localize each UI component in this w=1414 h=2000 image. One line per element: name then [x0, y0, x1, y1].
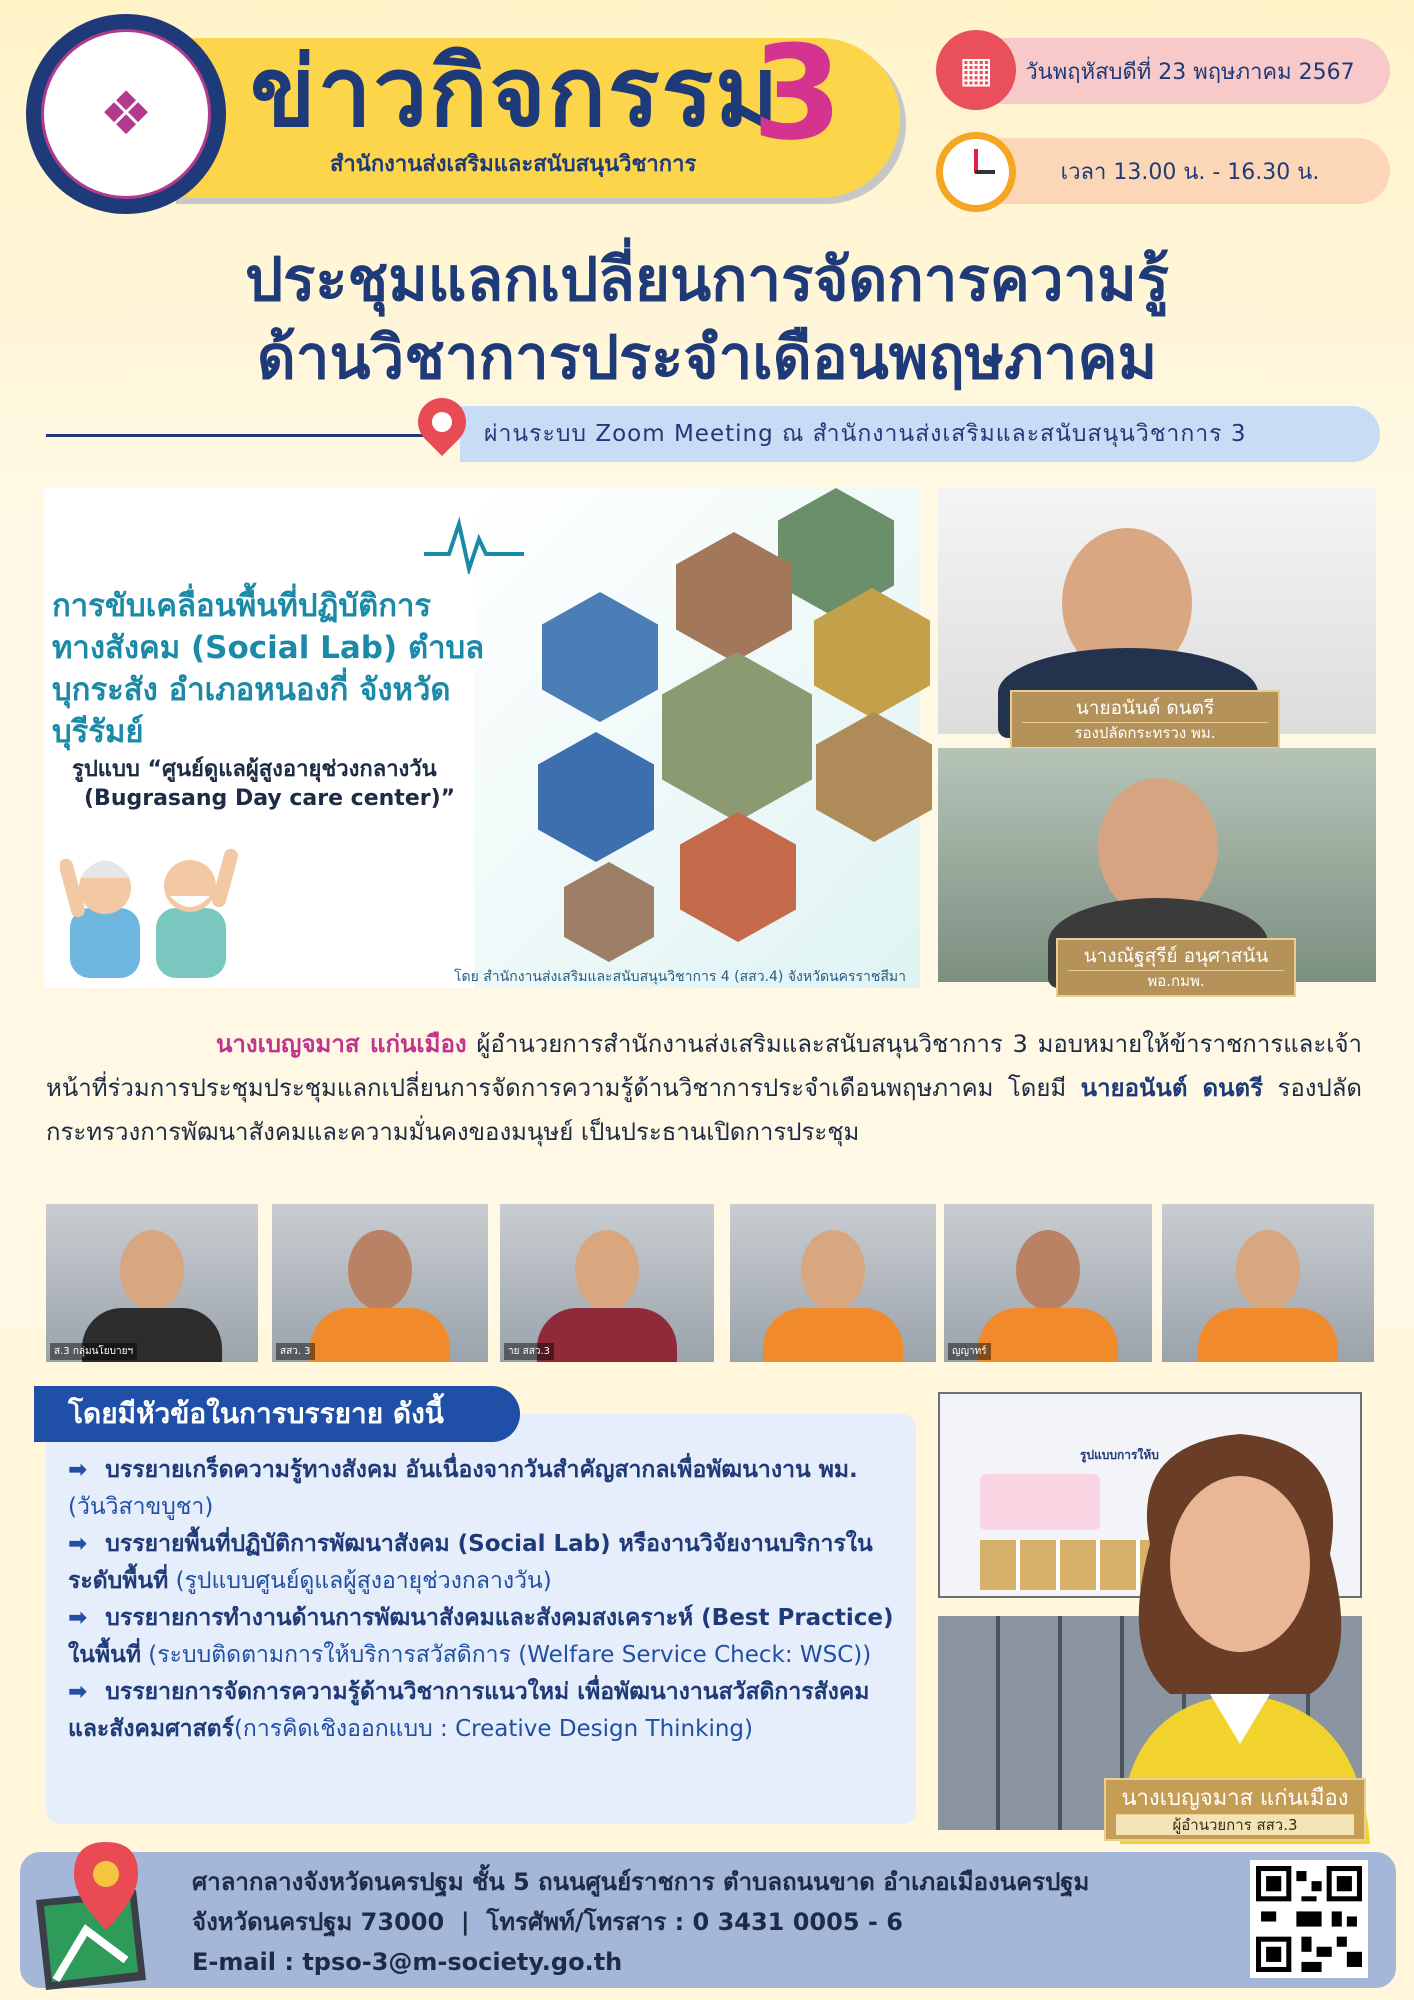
participant-thumbnail — [1162, 1204, 1374, 1362]
participant-thumbnail — [500, 1204, 714, 1362]
location-bar: ผ่านระบบ Zoom Meeting ณ สำนักงานส่งเสริมและสนับสนุนวิชาการ 3 — [460, 406, 1380, 462]
paragraph-part-1: ผู้อำนวยการสำนักงานส่งเสริมและสนับสนุนวิชาการ 3 มอบหมายให้ข้าราชการและเจ้าหน้าที่ร่วมการประชุมประชุมแลกเปลี่ยนการจัดการความรู้ด้านวิชาการประจำเดือนพฤษภาคม โดยมี — [46, 1030, 1362, 1102]
nameplate-director — [1104, 1778, 1366, 1841]
thumbnail-caption: าย สสว.3 — [504, 1343, 554, 1360]
director-name: นางเบญจมาส แก่นเมือง — [216, 1030, 467, 1058]
thumbnail-caption: ส.3 กลุ่มนโยบายฯ — [50, 1343, 137, 1360]
thumbnail-caption: สสว. 3 — [276, 1343, 315, 1360]
headline-line-2: ด้านวิชาการประจำเดือนพฤษภาคม — [256, 323, 1158, 393]
ministry-seal — [26, 14, 226, 214]
topics-heading: โดยมีหัวข้อในการบรรยาย ดังนี้ — [34, 1386, 520, 1442]
list-item: ➡ บรรยายการทำงานด้านการพัฒนาสังคมและสังคมสงเคราะห์ (Best Practice) ในพื้นที่ (ระบบติดตามการให้บริการสวัสดิการ (Welfare Service Check: WSC)) — [68, 1605, 894, 1668]
director-plate-name: นางเบญจมาส แก่นเมือง — [1121, 1786, 1349, 1811]
headline-line-1: ประชุมแลกเปลี่ยนการจัดการความรู้ — [244, 245, 1170, 315]
calendar-icon: ▦ — [936, 30, 1016, 110]
nameplate-chairman — [1010, 690, 1280, 749]
participant-thumbnail — [944, 1204, 1152, 1362]
social-lab-title: การขับเคลื่อนพื้นที่ปฏิบัติการ ทางสังคม (Social Lab) ตำบลบุกระสัง อำเภอหนองกี่ จังหวัดบุรีรัมย์ — [52, 588, 485, 750]
location-divider — [46, 434, 446, 437]
topics-list — [68, 1452, 898, 1748]
news-number: 3 — [752, 17, 843, 169]
thumbnail-caption: ญญาทร์ — [948, 1343, 991, 1360]
chairman-name: นายอนันต์ ดนตรี — [1080, 1074, 1264, 1102]
speaker-face — [1098, 778, 1218, 918]
seal-emblem-icon: ❖ — [41, 29, 211, 199]
time-pill: เวลา 13.00 น. - 16.30 น. — [950, 138, 1390, 204]
arrow-right-icon: ➡ — [68, 1531, 88, 1557]
summary-paragraph — [46, 1022, 1362, 1154]
slide-title: รูปแบบการให้บ — [1080, 1448, 1159, 1462]
list-item: ➡ บรรยายพื้นที่ปฏิบัติการพัฒนาสังคม (Social Lab) หรืองานวิจัยงานบริการในระดับพื้นที่ (รูปแบบศูนย์ดูแลผู้สูงอายุช่วงกลางวัน) — [68, 1531, 873, 1594]
address-line: ศาลากลางจังหวัดนครปฐม ชั้น 5 ถนนศูนย์ราชการ ตำบลถนนขาด อำเภอเมืองนครปฐม — [192, 1868, 1090, 1896]
email-line: E-mail : tpso-3@m-society.go.th — [192, 1948, 623, 1976]
elderly-couple-illustration — [60, 838, 240, 978]
qr-code[interactable] — [1250, 1860, 1368, 1978]
contact-line: จังหวัดนครปฐม 73000 | โทรศัพท์/โทรสาร : 0 3431 0005 - 6 — [192, 1908, 903, 1936]
model-line-2: (Bugrasang Day care center)” — [84, 785, 456, 811]
participant-thumbnail — [46, 1204, 258, 1362]
speaker-role: พอ.กมพ. — [1068, 970, 1284, 991]
news-title: ข่าวกิจกรรม — [250, 36, 781, 148]
speaker-name: นางณัฐสุรีย์ อนุศาสนัน — [1083, 945, 1269, 967]
map-icon — [26, 1840, 156, 1990]
social-lab-model — [72, 756, 502, 813]
participant-thumbnail — [272, 1204, 488, 1362]
participant-thumbnail — [730, 1204, 936, 1362]
paragraph-part-2: รองปลัดกระทรวงการพัฒนาสังคมและความมั่นคงของมนุษย์ เป็นประธานเปิดการประชุม — [46, 1074, 1362, 1146]
list-item: ➡ บรรยายเกร็ดความรู้ทางสังคม อันเนื่องจากวันสำคัญสากลเพื่อพัฒนางาน พม. (วันวิสาขบูชา) — [68, 1457, 858, 1520]
model-line-1: รูปแบบ “ศูนย์ดูแลผู้สูงอายุช่วงกลางวัน — [72, 757, 437, 782]
arrow-right-icon: ➡ — [68, 1679, 88, 1705]
speaker-role: รองปลัดกระทรวง พม. — [1022, 722, 1268, 743]
date-pill: วันพฤหัสบดีที่ 23 พฤษภาคม 2567 — [950, 38, 1390, 104]
arrow-right-icon: ➡ — [68, 1457, 88, 1483]
social-lab-credit: โดย สำนักงานส่งเสริมและสนับสนุนวิชาการ 4 (สสว.4) จังหวัดนครราชสีมา — [454, 969, 907, 985]
heartbeat-icon — [424, 514, 524, 574]
arrow-right-icon: ➡ — [68, 1605, 88, 1631]
director-plate-role: ผู้อำนวยการ สสว.3 — [1116, 1814, 1354, 1835]
footer-address — [192, 1862, 1089, 1982]
list-item: ➡ บรรยายการจัดการความรู้ด้านวิชาการแนวใหม่ เพื่อพัฒนางานสวัสดิการสังคมและสังคมศาสตร์(การคิดเชิงออกแบบ : Creative Design Thinking) — [68, 1679, 870, 1742]
clock-icon — [936, 132, 1016, 212]
office-name: สำนักงานส่งเสริมและสนับสนุนวิชาการ — [330, 152, 697, 177]
social-lab-panel — [44, 488, 920, 988]
nameplate-presenter — [1056, 938, 1296, 997]
speaker-name: นายอนันต์ ดนตรี — [1075, 697, 1215, 719]
